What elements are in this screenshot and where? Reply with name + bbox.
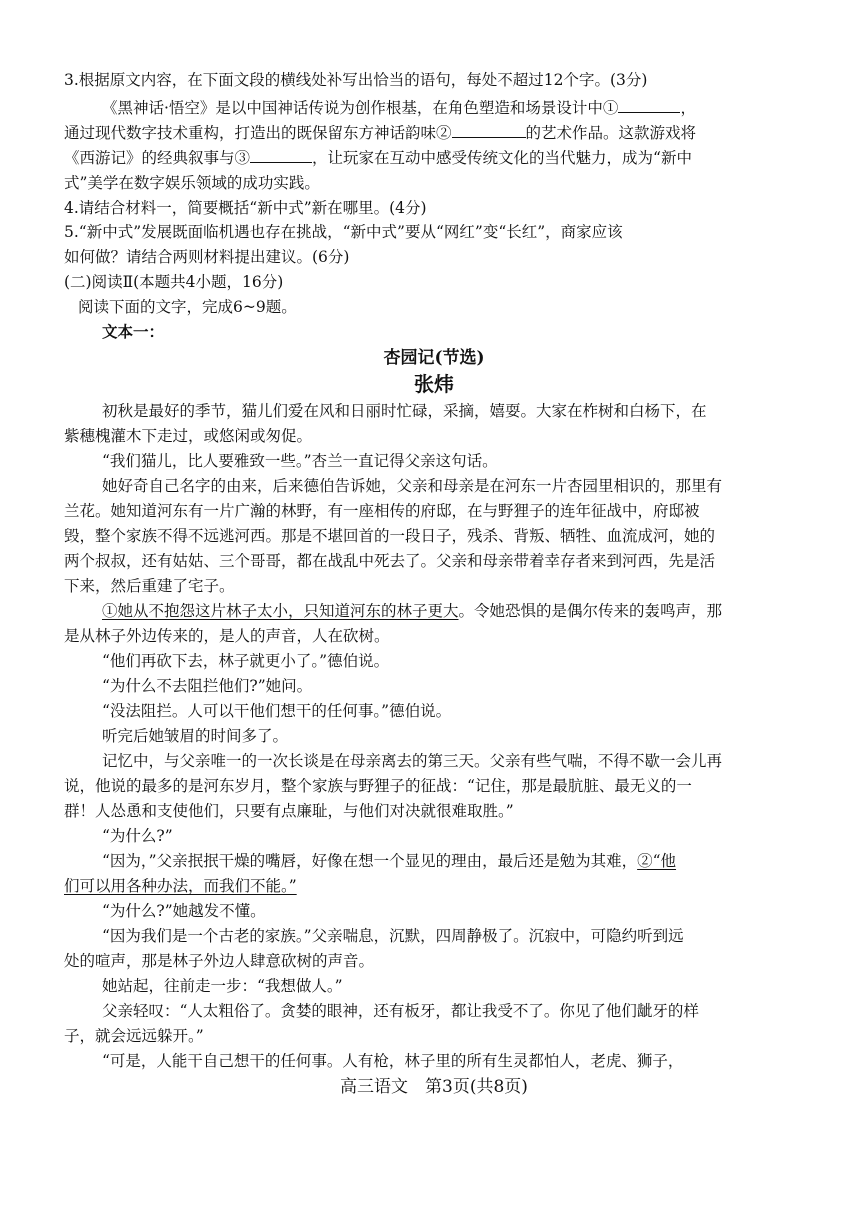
underlined-sentence-2-cont: 们可以用各种办法，而我们不能。” bbox=[64, 877, 297, 895]
article-line: 记忆中，与父亲唯一的一次长谈是在母亲离去的第三天。父亲有些气喘，不得不歇一会儿再 bbox=[102, 752, 723, 770]
article-line: 处的喧声，那是林子外边人肆意砍树的声音。 bbox=[64, 952, 375, 970]
article-line: “我们猫儿，比人要雅致一些。”杏兰一直记得父亲这句话。 bbox=[102, 452, 498, 470]
section-header: (二)阅读Ⅱ(本题共4小题，16分) bbox=[64, 273, 284, 291]
article-line bbox=[102, 599, 722, 623]
answer-blank-2[interactable] bbox=[452, 121, 526, 138]
answer-blank-1[interactable] bbox=[618, 96, 680, 113]
article-line: 下来，然后重建了宅子。 bbox=[64, 577, 235, 595]
q3-text: 《黑神话·悟空》是以中国神话传说为创作根基，在角色塑造和场景设计中① bbox=[102, 99, 619, 117]
article-line: 两个叔叔，还有姑姑、三个哥哥，都在战乱中死去了。父亲和母亲带着幸存者来到河西，先是活 bbox=[64, 552, 716, 570]
q3-passage-line bbox=[64, 146, 692, 170]
article-author: 张炜 bbox=[414, 372, 454, 396]
answer-blank-3[interactable] bbox=[250, 146, 312, 163]
q3-text: 的艺术作品。这款游戏将 bbox=[525, 124, 697, 142]
q5-prompt: 5.“新中式”发展既面临机遇也存在挑战，“新中式”要从“网红”变“长红”，商家应该 bbox=[64, 223, 623, 241]
section-instruction: 阅读下面的文字，完成6~9题。 bbox=[78, 298, 297, 316]
article-line: 子，就会远远躲开。” bbox=[64, 1027, 204, 1045]
article-line: 群！人怂恿和支使他们，只要有点廉耻，与他们对决就很难取胜。” bbox=[64, 802, 514, 820]
article-line: “为什么?”她越发不懂。 bbox=[102, 902, 266, 920]
article-line bbox=[64, 874, 297, 898]
underlined-sentence-2: ②“他 bbox=[637, 852, 677, 870]
q3-passage-line bbox=[102, 96, 696, 120]
article-line: 她站起，往前走一步：“我想做人。” bbox=[102, 977, 343, 995]
article-line: 说，他说的最多的是河东岁月，整个家族与野狸子的征战：“记住，那是最肮脏、最无义的一 bbox=[64, 777, 692, 795]
q3-text: ， bbox=[680, 99, 696, 117]
q3-passage-line bbox=[64, 121, 696, 145]
article-text: “因为，”父亲抿抿干燥的嘴唇，好像在想一个显见的理由，最后还是勉为其难， bbox=[102, 852, 638, 870]
q3-passage-line: 式”美学在数字娱乐领域的成功实践。 bbox=[64, 174, 320, 192]
q4-prompt: 4.请结合材料一，简要概括“新中式”新在哪里。(4分) bbox=[64, 199, 427, 217]
article-line: 初秋是最好的季节，猫儿们爱在风和日丽时忙碌，采摘，嬉耍。大家在柞树和白杨下，在 bbox=[102, 402, 707, 420]
article-line bbox=[102, 849, 676, 873]
article-line: 是从林子外边传来的，是人的声音，人在砍树。 bbox=[64, 627, 390, 645]
article-line: 毁，整个家族不得不远逃河西。那是不堪回首的一段日子，残杀、背叛、牺牲、血流成河，她的 bbox=[64, 527, 716, 545]
article-line: 紫穗槐灌木下走过，或悠闲或匆促。 bbox=[64, 427, 313, 445]
article-line: “没法阻拦。人可以干他们想干的任何事。”德伯说。 bbox=[102, 702, 452, 720]
article-line: 听完后她皱眉的时间多了。 bbox=[102, 727, 289, 745]
q3-text: 《西游记》的经典叙事与③ bbox=[64, 149, 251, 167]
page-footer: 高三语文 第3页(共8页) bbox=[340, 1077, 528, 1097]
article-line: “因为我们是一个古老的家族。”父亲喘息，沉默，四周静极了。沉寂中，可隐约听到远 bbox=[102, 927, 684, 945]
q3-prompt: 3.根据原文内容，在下面文段的横线处补写出恰当的语句，每处不超过12个字。(3分) bbox=[64, 71, 648, 89]
article-line: “可是，人能干自己想干的任何事。人有枪，林子里的所有生灵都怕人，老虎、狮子， bbox=[102, 1052, 684, 1070]
article-line: “他们再砍下去，林子就更小了。”德伯说。 bbox=[102, 652, 390, 670]
article-line: 父亲轻叹：“人太粗俗了。贪婪的眼神，还有板牙，都让我受不了。你见了他们龇牙的样 bbox=[102, 1002, 699, 1020]
article-line: 兰花。她知道河东有一片广瀚的林野，有一座相传的府邸，在与野狸子的连年征战中，府邸被 bbox=[64, 502, 700, 520]
q3-text: ，让玩家在互动中感受传统文化的当代魅力，成为“新中 bbox=[312, 149, 692, 167]
article-line: 她好奇自己名字的由来，后来德伯告诉她，父亲和母亲是在河东一片杏园里相识的，那里有 bbox=[102, 477, 723, 495]
underlined-sentence-1: ①她从不抱怨这片林子太小，只知道河东的林子更大 bbox=[102, 602, 459, 620]
article-line: “为什么不去阻拦他们?”她问。 bbox=[102, 677, 313, 695]
text-label: 文本一： bbox=[102, 322, 165, 341]
article-text: 。令她恐惧的是偶尔传来的轰鸣声，那 bbox=[458, 602, 723, 620]
article-title: 杏园记(节选) bbox=[383, 348, 485, 368]
q3-text: 通过现代数字技术重构，打造出的既保留东方神话韵味② bbox=[64, 124, 452, 142]
q5-prompt: 如何做？请结合两则材料提出建议。(6分) bbox=[64, 248, 350, 266]
article-line: “为什么?” bbox=[102, 827, 173, 845]
